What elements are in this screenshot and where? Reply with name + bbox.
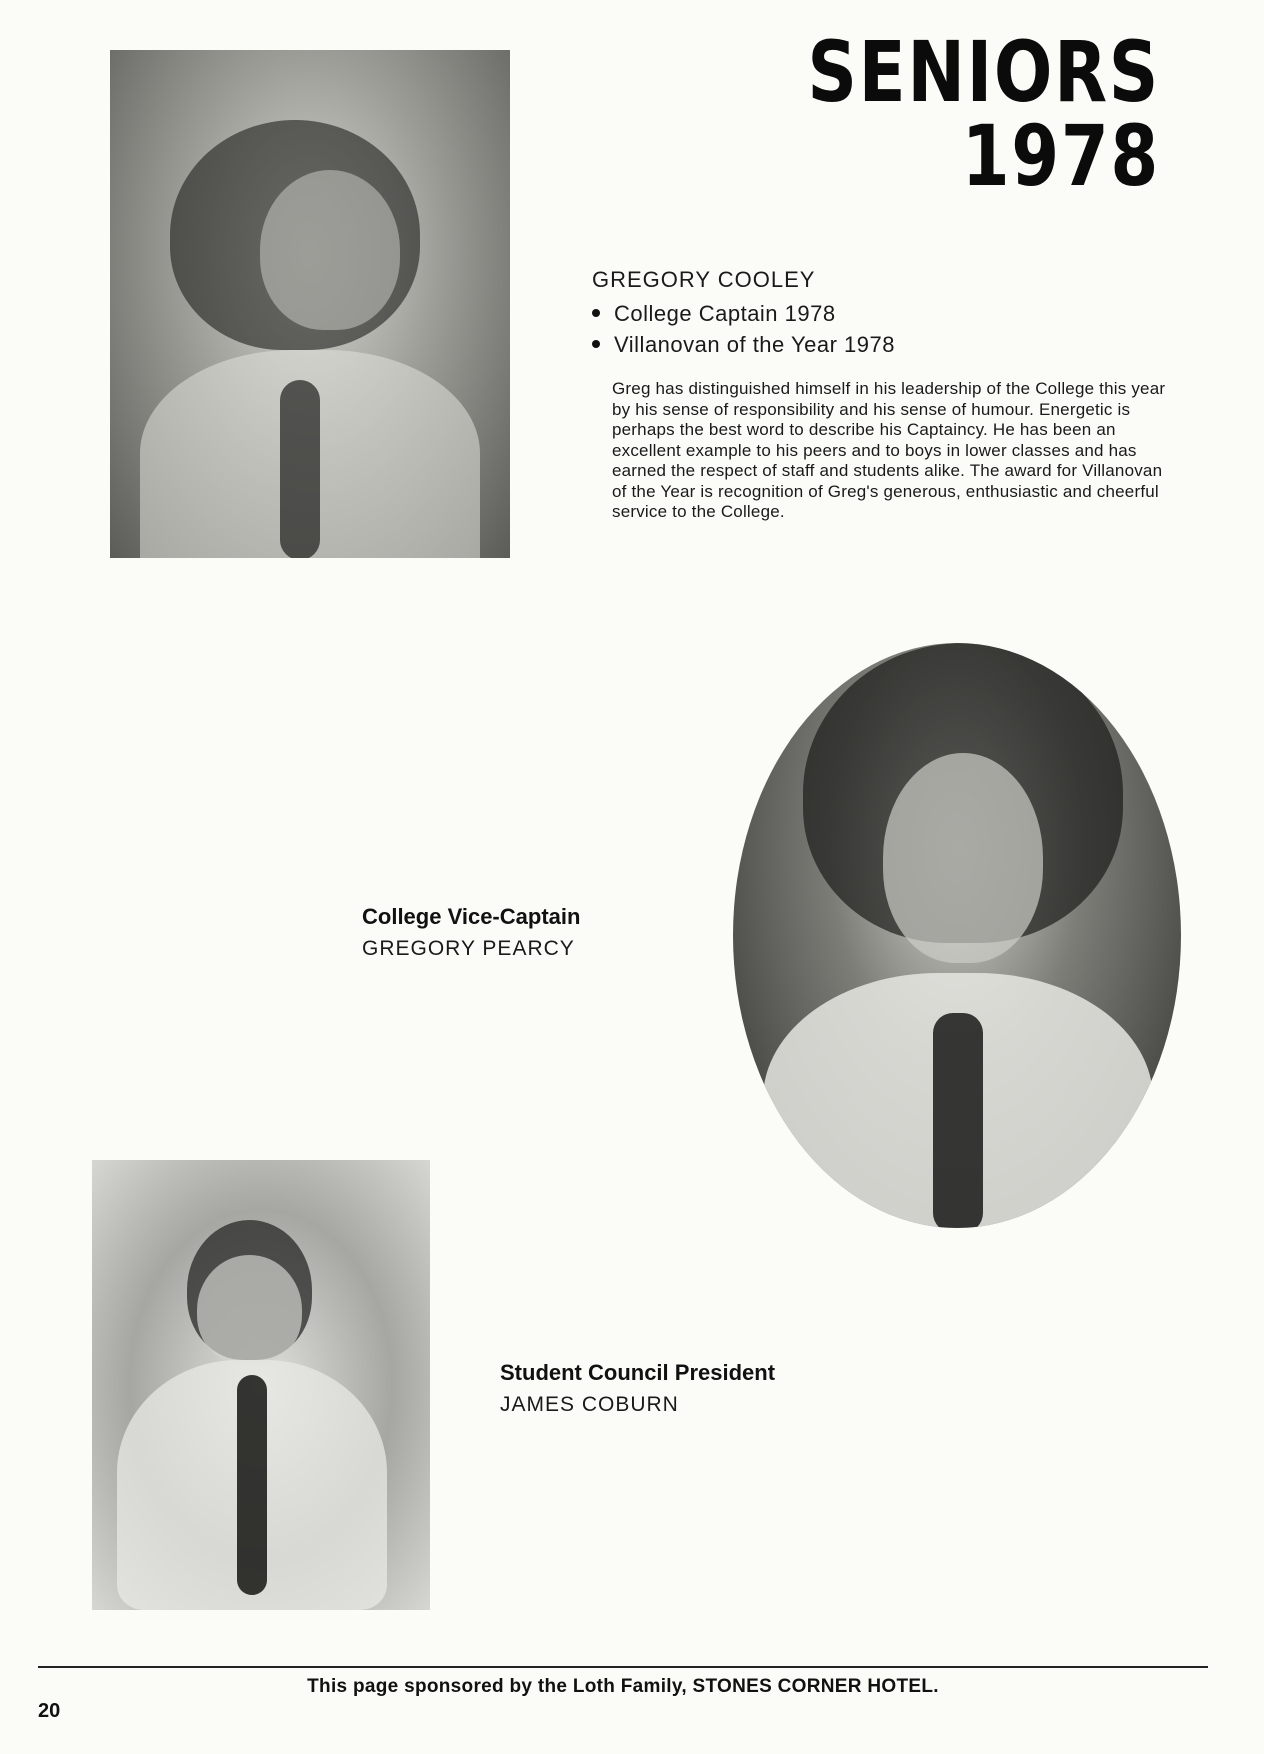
page-title: SENIORS 1978 (807, 23, 1160, 205)
vice-captain-role: College Vice-Captain (362, 904, 581, 929)
captain-photo (110, 50, 510, 558)
student-council-name: JAMES COBURN (500, 1393, 679, 1416)
footer-divider (38, 1666, 1208, 1668)
page-number: 20 (38, 1700, 61, 1722)
captain-bio: Greg has distinguished himself in his leadership of the College this year by his sense of responsibility and his sense of humour. Energetic is perhaps the best word to describe his Captaincy. He has been an excellent example to his peers and to boys in lower classes and has earned the respect of staff and students alike. The award for Villanovan of the Year is recognition of Greg's generous, enthusiastic and cheerful service to the College. (612, 379, 1166, 521)
captain-name: GREGORY COOLEY (592, 267, 816, 292)
vice-captain-name: GREGORY PEARCY (362, 937, 575, 960)
honour-item: College Captain 1978 (592, 298, 895, 329)
bullet-icon (592, 309, 600, 317)
captain-honours-list (592, 298, 895, 360)
bullet-icon (592, 340, 600, 348)
student-council-role: Student Council President (500, 1360, 776, 1385)
vice-captain-photo (733, 643, 1181, 1228)
sponsor-line: This page sponsored by the Loth Family, STONES CORNER HOTEL. (307, 1676, 939, 1697)
honour-item: Villanovan of the Year 1978 (592, 329, 895, 360)
student-council-president-photo (92, 1160, 430, 1610)
